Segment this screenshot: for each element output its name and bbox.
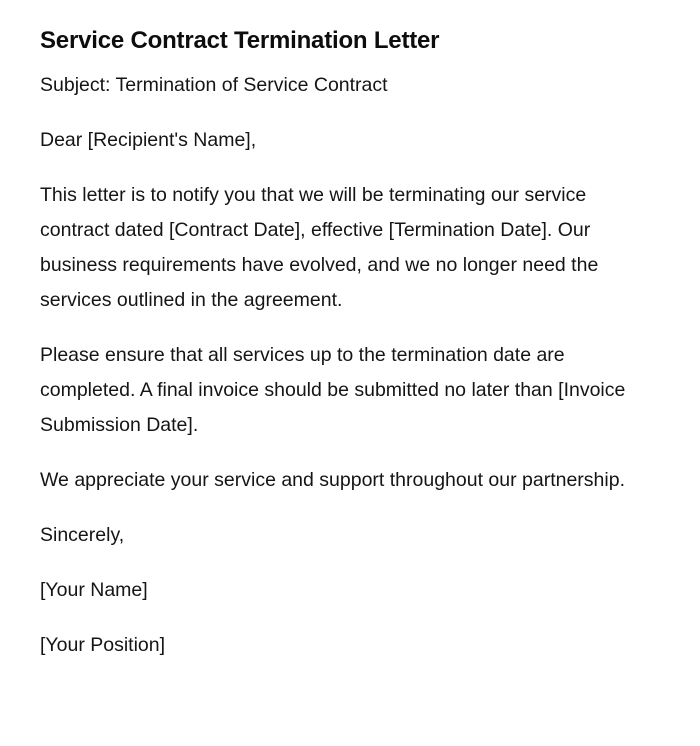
- letter-paragraph-appreciation: We appreciate your service and support throughout our partnership.: [40, 469, 625, 491]
- letter-document: [40, 24, 640, 683]
- letter-paragraph-invoice: Please ensure that all services up to the termination date are completed. A final invoice should be submitted no later than [Invoice Submission Date].: [40, 344, 626, 436]
- letter-closing: Sincerely,: [40, 524, 125, 546]
- letter-paragraph-notice: This letter is to notify you that we will be terminating our service contract dated [Contract Date], effective [Termination Date]. Our business requirements have evolved, and we no longer need the services outlined in the agreement.: [40, 184, 599, 311]
- letter-title: Service Contract Termination Letter: [40, 27, 440, 54]
- letter-subject: Subject: Termination of Service Contract: [40, 74, 388, 96]
- letter-salutation: Dear [Recipient's Name],: [40, 129, 257, 151]
- signature-name: [Your Name]: [40, 579, 148, 601]
- signature-position: [Your Position]: [40, 634, 166, 656]
